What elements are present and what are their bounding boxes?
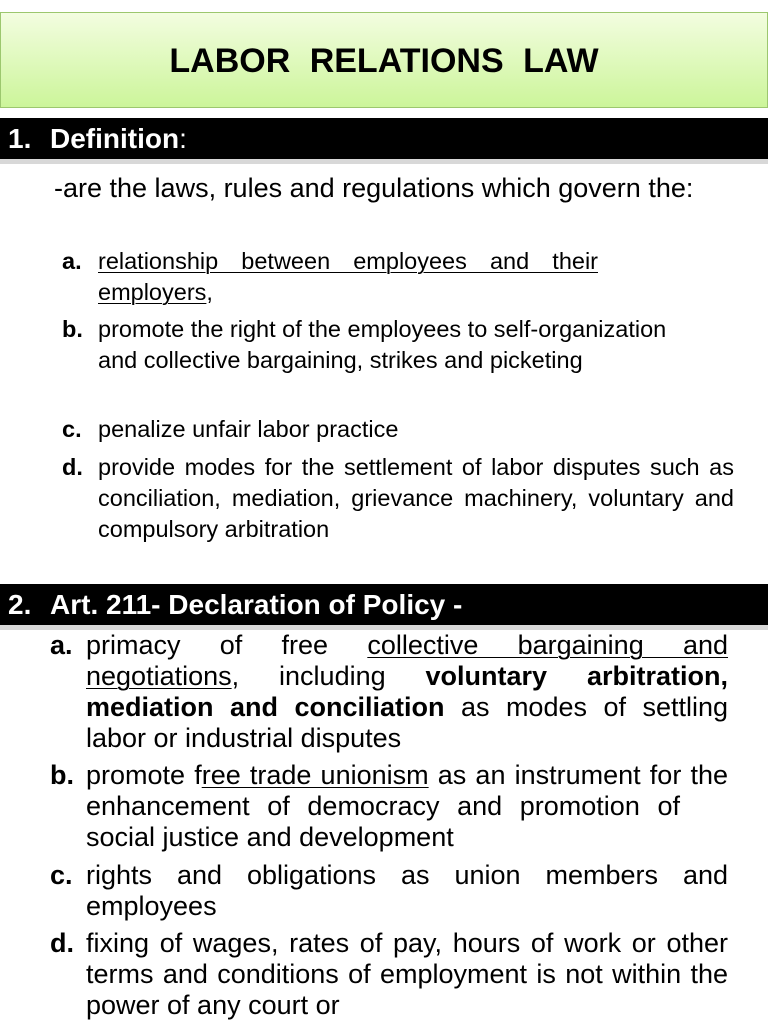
section-2-number: 2. bbox=[8, 588, 32, 620]
underlined-text: ree trade unionism bbox=[201, 760, 429, 790]
section-1-intro: -are the laws, rules and regulations which govern the: bbox=[54, 173, 694, 203]
item-text: , bbox=[206, 279, 213, 305]
item-text: promote the right of the employees to self-organization and collective bargaining, strikes and picketing bbox=[98, 316, 667, 373]
item-marker: b. bbox=[62, 316, 83, 342]
item-text: provide modes for the settlement of labor disputes such as conciliation, mediation, grievance machinery, voluntary and compulsory arbitration bbox=[98, 454, 734, 542]
item-marker: c. bbox=[62, 416, 82, 442]
item-text: rights and obligations as union members and employees bbox=[86, 860, 728, 921]
section-1-heading: Definition bbox=[50, 122, 180, 154]
item-marker: d. bbox=[62, 454, 83, 480]
bold-text: voluntary arbitration, mediation and conciliation bbox=[86, 661, 728, 722]
section-1-number: 1. bbox=[8, 122, 32, 154]
item-marker: d. bbox=[50, 928, 74, 958]
item-marker: a. bbox=[50, 630, 73, 660]
item-text: as modes of settling labor or industrial disputes bbox=[86, 692, 728, 753]
item-text: primacy of free bbox=[86, 630, 368, 660]
underlined-text: collective bargaining and negotiations bbox=[86, 630, 729, 691]
slide-title: LABOR RELATIONS LAW bbox=[169, 41, 599, 80]
underlined-text: relationship between employees and their employers bbox=[98, 248, 598, 305]
title-banner bbox=[0, 12, 768, 108]
item-text: as an instrument for the enhancement of democracy and promotion of bbox=[86, 760, 728, 821]
item-text: promote f bbox=[86, 760, 202, 790]
item-text: social justice and development bbox=[86, 822, 454, 852]
item-text: penalize unfair labor practice bbox=[98, 416, 399, 442]
section-2-heading: Art. 211- Declaration of Policy - bbox=[50, 588, 463, 620]
item-marker: a. bbox=[62, 248, 82, 274]
section-1-header bbox=[0, 118, 768, 164]
section-2-header bbox=[0, 584, 768, 630]
item-marker: c. bbox=[50, 860, 73, 890]
item-text: fixing of wages, rates of pay, hours of work or other terms and conditions of employment is not within the power of any court or bbox=[86, 928, 728, 1020]
section-1-colon: : bbox=[179, 122, 187, 154]
item-text: , including bbox=[231, 661, 426, 691]
item-marker: b. bbox=[50, 760, 74, 790]
